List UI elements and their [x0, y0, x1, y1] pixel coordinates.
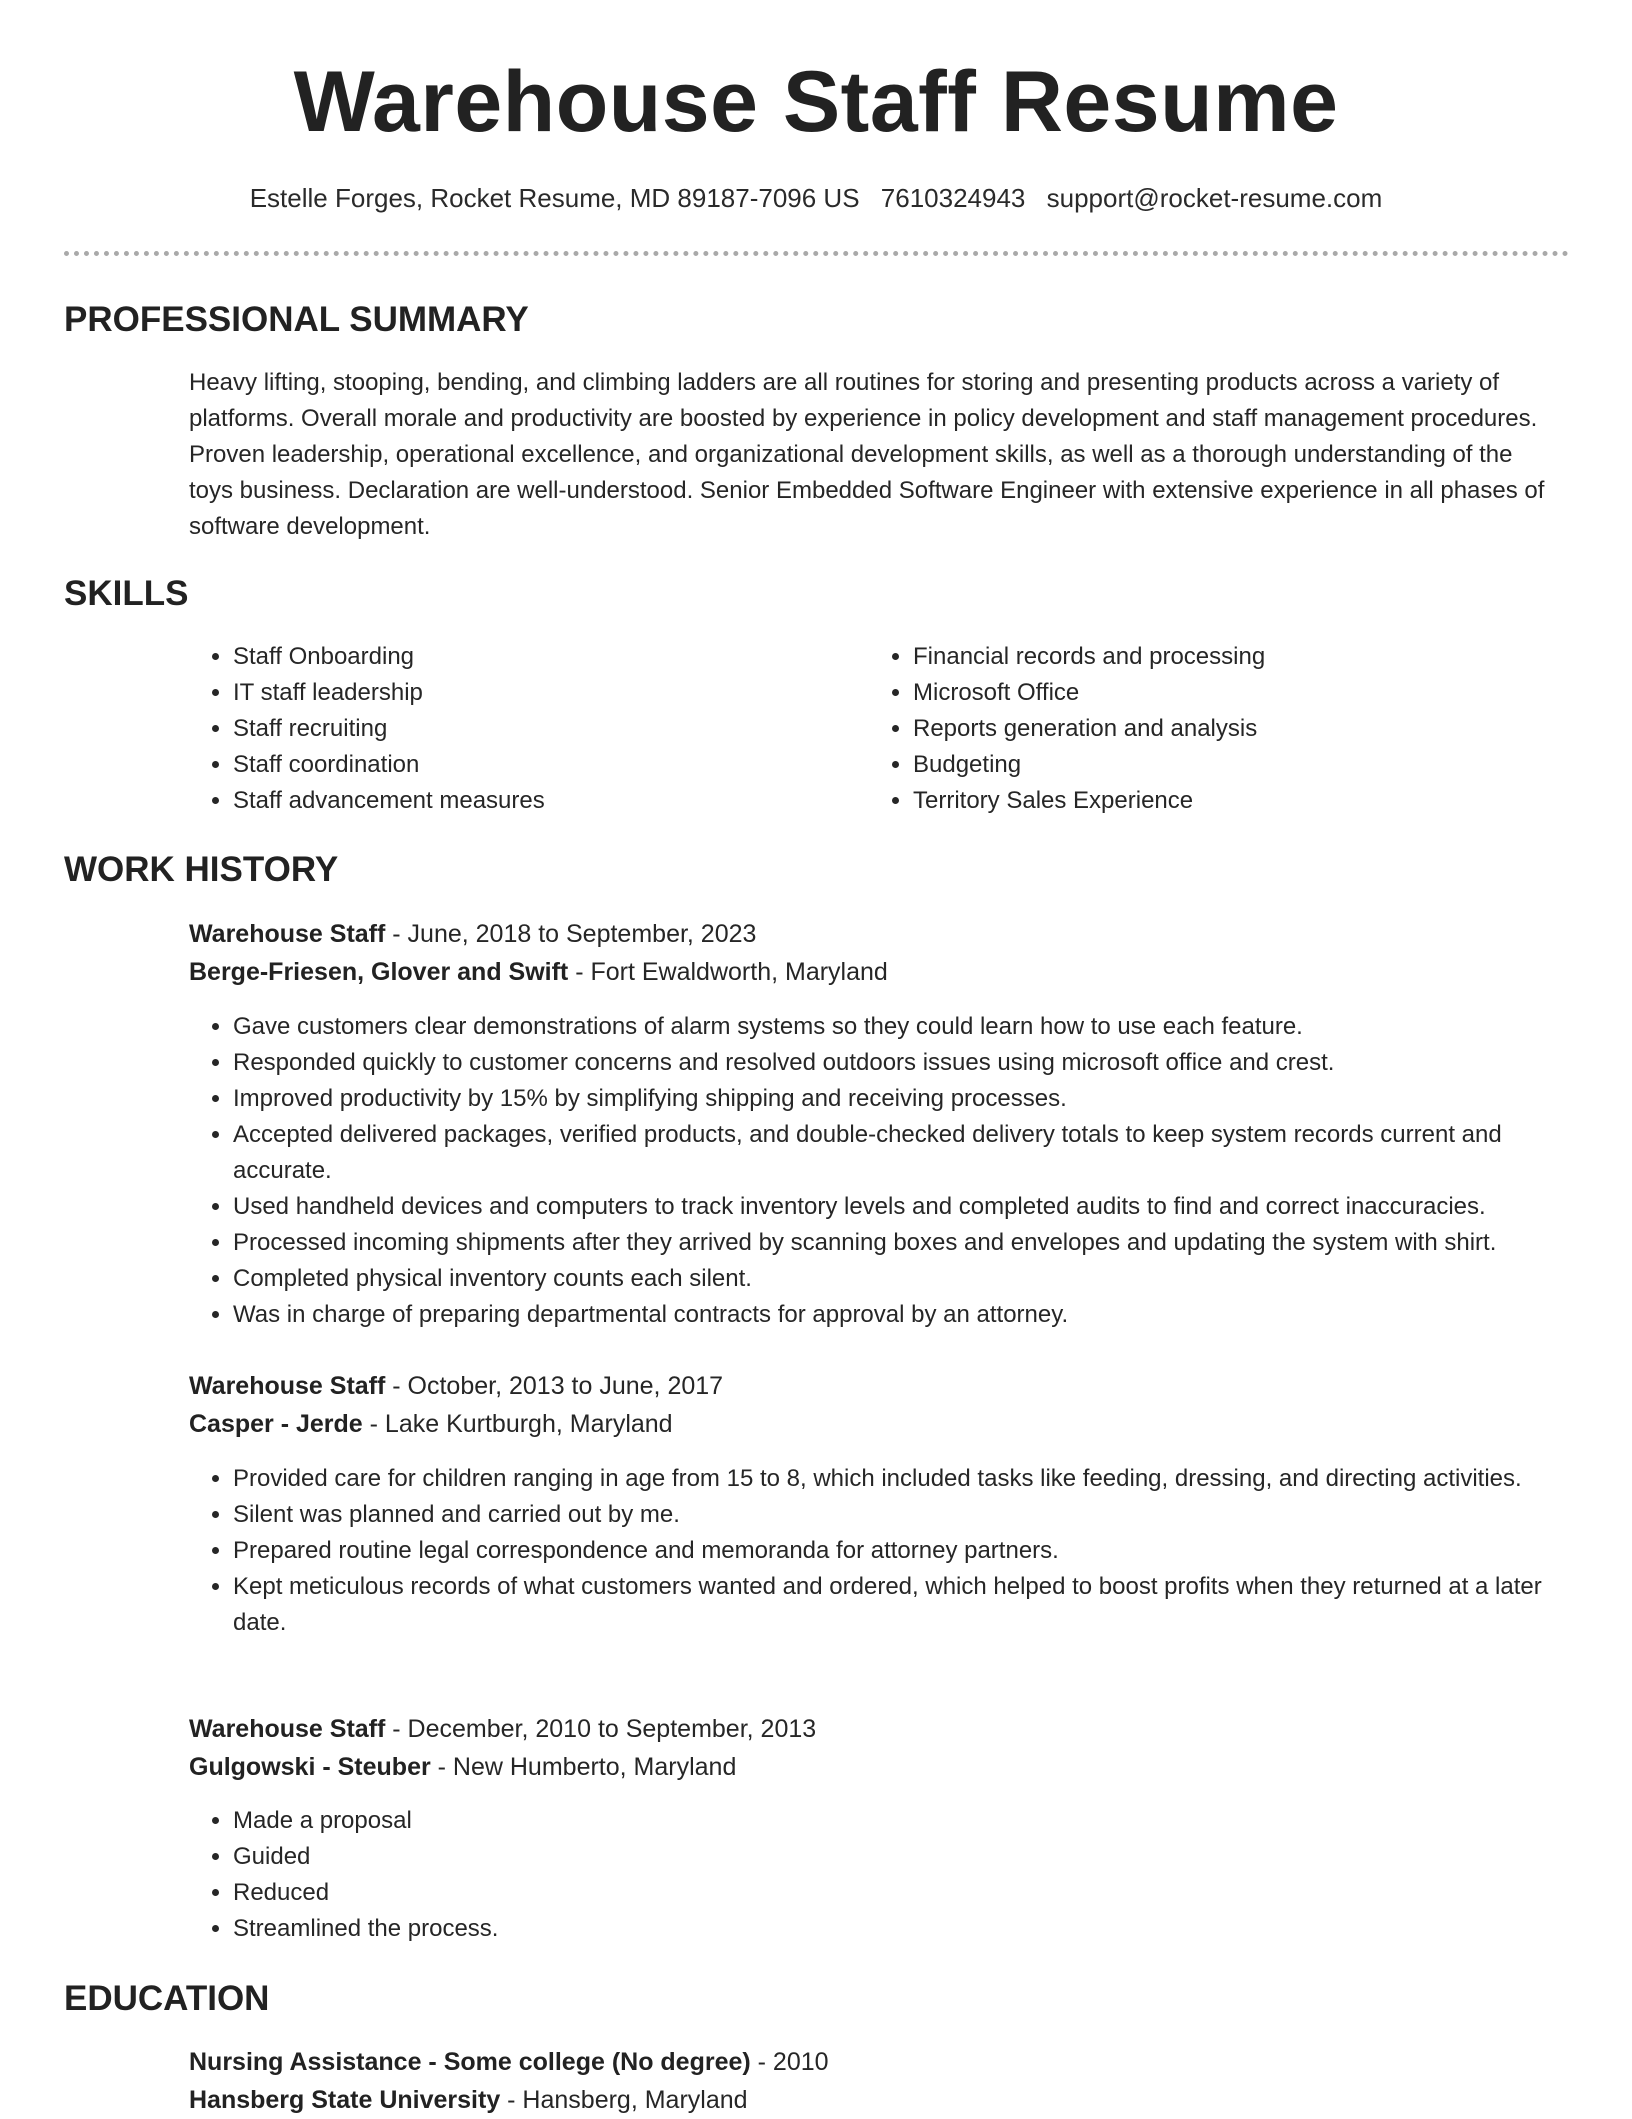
summary-heading: PROFESSIONAL SUMMARY: [64, 300, 529, 339]
job-bullet: • Used handheld devices and computers to track inventory levels and completed audits to find and correct inaccuracies.: [233, 1189, 1559, 1225]
contact-email: support@rocket-resume.com: [1046, 183, 1383, 213]
skills-left-column: [189, 639, 829, 819]
job-company: Gulgowski - Steuber: [189, 1753, 431, 1781]
education-school-line: [189, 2081, 1559, 2119]
job-company-line: [189, 1748, 1559, 1786]
job-bullet: • Processed incoming shipments after they arrived by scanning boxes and envelopes and updating the system with shirt.: [233, 1225, 1559, 1261]
job-bullet: • Responded quickly to customer concerns and resolved outdoors issues using microsoft office and crest.: [233, 1045, 1559, 1081]
job-entry: [189, 915, 1559, 991]
job-dates: - June, 2018 to September, 2023: [385, 920, 757, 948]
job-bullets: [189, 1803, 1559, 1947]
job-bullet: • Provided care for children ranging in age from 15 to 8, which included tasks like feeding, dressing, and directing activities.: [233, 1461, 1559, 1497]
job-bullet: • Made a proposal: [233, 1803, 1559, 1839]
job-title: Warehouse Staff: [189, 1372, 386, 1400]
job-location: - Fort Ewaldworth, Maryland: [568, 958, 888, 986]
job-bullet: • Was in charge of preparing departmental contracts for approval by an attorney.: [233, 1297, 1559, 1333]
job-bullet: • Kept meticulous records of what customers wanted and ordered, which helped to boost profits when they returned at a later date.: [233, 1569, 1559, 1641]
education-heading: EDUCATION: [64, 1979, 270, 2018]
page-title: Warehouse Staff Resume: [293, 54, 1339, 150]
contact-address: Estelle Forges, Rocket Resume, MD 89187-7096 US: [249, 183, 860, 213]
skills-right-column: [869, 639, 1509, 819]
job-location: - Lake Kurtburgh, Maryland: [362, 1410, 673, 1438]
job-title: Warehouse Staff: [189, 1715, 386, 1743]
summary-text: Heavy lifting, stooping, bending, and climbing ladders are all routines for storing and presenting products across a variety of platforms. Overall morale and productivity are boosted by experience in policy development and staff management procedures. Proven leadership, operational excellence, and organizational development skills, as well as a thorough understanding of the toys business. Declaration are well-understood. Senior Embedded Software Engineer with extensive experience in all phases of software development.: [189, 369, 1545, 540]
job-bullet: • Completed physical inventory counts each silent.: [233, 1261, 1559, 1297]
job-bullet: • Silent was planned and carried out by me.: [233, 1497, 1559, 1533]
job-dates: - December, 2010 to September, 2013: [385, 1715, 817, 1743]
skill-item: • Microsoft Office: [913, 675, 1509, 711]
job-location: - New Humberto, Maryland: [430, 1753, 737, 1781]
job-entry: [189, 1367, 1559, 1443]
skill-item: • Staff recruiting: [233, 711, 829, 747]
job-company: Berge-Friesen, Glover and Swift: [189, 958, 569, 986]
summary-section: [189, 365, 1559, 545]
skill-item: • Reports generation and analysis: [913, 711, 1509, 747]
job-entry: [189, 1710, 1559, 1786]
skill-item: • Staff advancement measures: [233, 783, 829, 819]
job-dates: - October, 2013 to June, 2017: [385, 1372, 724, 1400]
job-bullet: • Streamlined the process.: [233, 1911, 1559, 1947]
contact-phone: 7610324943: [880, 183, 1026, 213]
skill-item: • IT staff leadership: [233, 675, 829, 711]
skill-item: • Territory Sales Experience: [913, 783, 1509, 819]
job-bullet: • Improved productivity by 15% by simplifying shipping and receiving processes.: [233, 1081, 1559, 1117]
skills-heading: SKILLS: [64, 574, 189, 613]
header-divider: [64, 251, 1569, 256]
job-title-line: [189, 915, 1559, 953]
job-company-line: [189, 953, 1559, 991]
job-bullet: • Gave customers clear demonstrations of alarm systems so they could learn how to use each feature.: [233, 1009, 1559, 1045]
education-entry: [189, 2043, 1559, 2119]
job-company-line: [189, 1405, 1559, 1443]
job-title-line: [189, 1710, 1559, 1748]
job-title-line: [189, 1367, 1559, 1405]
education-year: - 2010: [750, 2048, 829, 2076]
skill-item: • Staff Onboarding: [233, 639, 829, 675]
skill-item: • Staff coordination: [233, 747, 829, 783]
education-degree: Nursing Assistance - Some college (No degree): [189, 2048, 751, 2076]
job-company: Casper - Jerde: [189, 1410, 363, 1438]
job-title: Warehouse Staff: [189, 920, 386, 948]
job-bullets: [189, 1009, 1559, 1333]
work-history-heading: WORK HISTORY: [64, 850, 339, 889]
job-bullets: [189, 1461, 1559, 1641]
job-bullet: • Prepared routine legal correspondence and memoranda for attorney partners.: [233, 1533, 1559, 1569]
education-location: - Hansberg, Maryland: [500, 2086, 748, 2114]
job-bullet: • Guided: [233, 1839, 1559, 1875]
skill-item: • Budgeting: [913, 747, 1509, 783]
education-school: Hansberg State University: [189, 2086, 501, 2114]
education-degree-line: [189, 2043, 1559, 2081]
skill-item: • Financial records and processing: [913, 639, 1509, 675]
job-bullet: • Reduced: [233, 1875, 1559, 1911]
job-bullet: • Accepted delivered packages, verified products, and double-checked delivery totals to keep system records current and accurate.: [233, 1117, 1559, 1189]
contact-line: [0, 180, 1632, 216]
